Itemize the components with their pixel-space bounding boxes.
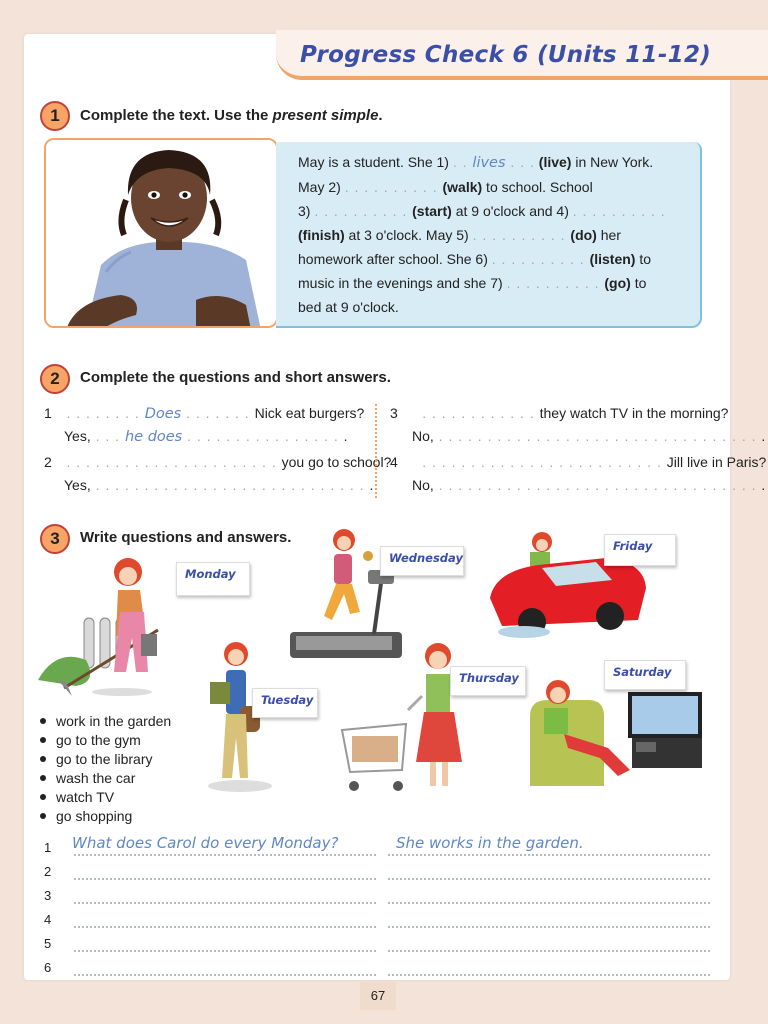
- exercise-2-number: 2: [40, 364, 70, 394]
- saturday-tv-illustration: [528, 676, 708, 796]
- list-item: go shopping: [38, 807, 171, 826]
- question-line-4[interactable]: [74, 926, 376, 928]
- paragraph-line-6: music in the evenings and she 7) . . . . . . . . . . (go) to: [298, 275, 647, 291]
- answer-1[interactable]: lives: [472, 155, 506, 171]
- question-2: 2 . . . . . . . . . . . . . . . . . . . . . . you go to school?: [44, 454, 392, 470]
- question-line-1[interactable]: [74, 854, 376, 856]
- answer-row-2: Yes, . . . . . . . . . . . . . . . . . . . . . . . . . . . . .: [64, 477, 374, 493]
- activity-list: [38, 712, 171, 826]
- qa-row-4: 4: [44, 910, 714, 934]
- qa-row-3: 3: [44, 886, 714, 910]
- qa-row-5: 5: [44, 934, 714, 958]
- page-title: Progress Check 6 (Units 11-12): [300, 42, 712, 68]
- list-item: go to the gym: [38, 731, 171, 750]
- answer-line-1[interactable]: [388, 854, 710, 856]
- question-1: 1 . . . . . . . . Does . . . . . . . Nick eat burgers?: [44, 405, 365, 422]
- answer-row-4: No, . . . . . . . . . . . . . . . . . . . . . . . . . . . . . . . . . .: [412, 477, 766, 493]
- paragraph-line-5: homework after school. She 6) . . . . . . . . . . (listen) to: [298, 251, 652, 267]
- answer-row-1: Yes, . . . he does . . . . . . . . . . . . . . . . .: [64, 428, 348, 445]
- question-line-3[interactable]: [74, 902, 376, 904]
- question-text-1: What does Carol do every Monday?: [72, 834, 339, 852]
- question-line-6[interactable]: [74, 974, 376, 976]
- page-number: 67: [360, 982, 396, 1010]
- qa-row-2: 2: [44, 862, 714, 886]
- paragraph-line-2: May 2) . . . . . . . . . . (walk) to school. School: [298, 179, 593, 195]
- exercise-1-number: 1: [40, 101, 70, 131]
- question-line-5[interactable]: [74, 950, 376, 952]
- list-item: watch TV: [38, 788, 171, 807]
- day-tag-saturday: Saturday: [604, 660, 686, 690]
- blank-7[interactable]: . . . . . . . . . .: [506, 275, 605, 291]
- paragraph-line-1: May is a student. She 1) . . lives . . . (live) in New York.: [298, 154, 654, 171]
- answer-text-1: She works in the garden.: [396, 834, 584, 852]
- day-tag-monday: Monday: [176, 562, 250, 596]
- day-tag-tuesday: Tuesday: [252, 688, 318, 718]
- answer-line-6[interactable]: [388, 974, 710, 976]
- list-item: work in the garden: [38, 712, 171, 731]
- day-tag-friday: Friday: [604, 534, 676, 566]
- question-line-2[interactable]: [74, 878, 376, 880]
- q1-short-answer[interactable]: he does: [124, 429, 183, 445]
- girl-photo: [44, 138, 278, 328]
- exercise-3-number: 3: [40, 524, 70, 554]
- question-3: 3 . . . . . . . . . . . . they watch TV in the morning?: [390, 405, 729, 421]
- q2-blank[interactable]: . . . . . . . . . . . . . . . . . . . . . .: [51, 454, 282, 470]
- exercise-2-instruction: Complete the questions and short answers.: [80, 369, 391, 386]
- paragraph-line-4: (finish) at 3 o'clock. May 5) . . . . . . . . . . (do) her: [298, 227, 621, 243]
- blank-5[interactable]: . . . . . . . . . .: [472, 227, 571, 243]
- paragraph-line-3: 3) . . . . . . . . . . (start) at 9 o'clock and 4) . . . . . . . . . .: [298, 203, 666, 219]
- q3-blank[interactable]: . . . . . . . . . . . .: [397, 405, 540, 421]
- answer-line-4[interactable]: [388, 926, 710, 928]
- day-tag-thursday: Thursday: [450, 666, 526, 696]
- q1-answer[interactable]: Does: [144, 406, 182, 422]
- paragraph-line-7: bed at 9 o'clock.: [298, 299, 399, 315]
- exercise-1-paragraph: [298, 150, 694, 319]
- thursday-shopping-illustration: [338, 640, 468, 796]
- column-divider: [375, 404, 377, 498]
- qa-row-1: 1 What does Carol do every Monday? She works in the garden.: [44, 838, 714, 862]
- q4-blank[interactable]: . . . . . . . . . . . . . . . . . . . . . . . . .: [397, 454, 667, 470]
- list-item: wash the car: [38, 769, 171, 788]
- blank-6[interactable]: . . . . . . . . . .: [491, 251, 590, 267]
- answer-line-5[interactable]: [388, 950, 710, 952]
- day-tag-wednesday: Wednesday: [380, 546, 464, 576]
- answer-row-3: No, . . . . . . . . . . . . . . . . . . . . . . . . . . . . . . . . . .: [412, 428, 766, 444]
- blank-2[interactable]: . . . . . . . . . .: [344, 179, 443, 195]
- q2-short-blank[interactable]: . . . . . . . . . . . . . . . . . . . . . . . . . . . .: [90, 477, 370, 493]
- exercise-3-instruction: Write questions and answers.: [80, 529, 292, 546]
- question-4: 4 . . . . . . . . . . . . . . . . . . . . . . . . . Jill live in Paris?: [390, 454, 767, 470]
- answer-line-2[interactable]: [388, 878, 710, 880]
- exercise-1-instruction: Complete the text. Use the present simple.: [80, 107, 383, 124]
- q3-short-blank[interactable]: . . . . . . . . . . . . . . . . . . . . . . . . . . . . . . . . .: [433, 428, 762, 444]
- q4-short-blank[interactable]: . . . . . . . . . . . . . . . . . . . . . . . . . . . . . . . . .: [433, 477, 762, 493]
- blank-3[interactable]: . . . . . . . . . .: [314, 203, 413, 219]
- answer-line-3[interactable]: [388, 902, 710, 904]
- blank-4[interactable]: . . . . . . . . . .: [572, 203, 666, 219]
- qa-row-6: 6: [44, 958, 714, 982]
- list-item: go to the library: [38, 750, 171, 769]
